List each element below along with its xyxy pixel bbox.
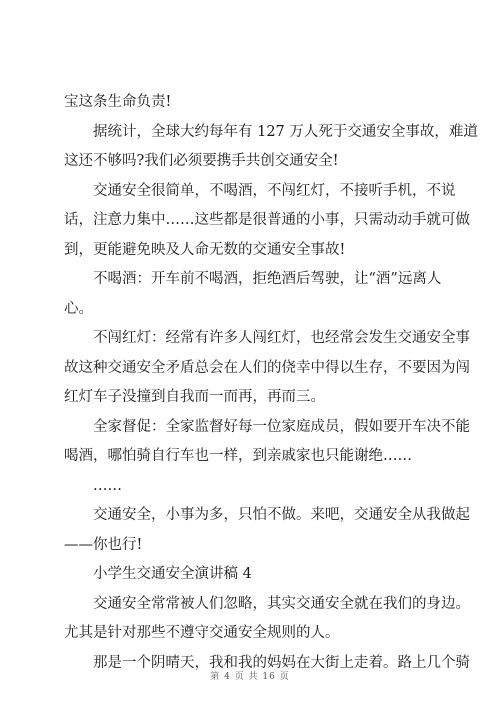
text-line: ——你也行! xyxy=(64,536,143,553)
text-line: 交通安全很简单，不喝酒，不闯红灯，不接听手机，不说 xyxy=(93,182,456,199)
text-line: 据统计，全球大约每年有 127 万人死于交通安全事故，难道 xyxy=(93,123,478,140)
text-line: 红灯车子没撞到自我而一而再，再而三。 xyxy=(64,389,325,405)
text-line: 交通安全，小事为多，只怕不做。来吧，交通安全从我做起 xyxy=(93,507,470,523)
text-line: 宝这条生命负责! xyxy=(64,94,172,110)
text-line: 到，更能避免映及人命无数的交通安全事故! xyxy=(64,241,346,258)
text-line: 小学生交通安全演讲稿 4 xyxy=(93,566,252,582)
text-line: 故这种交通安全矛盾总会在人们的侥幸中得以生存，不要因为闯 xyxy=(64,359,470,376)
text-line: …… xyxy=(93,477,122,494)
text-line: 这还不够吗?我们必须要携手共创交通安全! xyxy=(64,153,339,169)
page-footer: 第 4 页 共 16 页 xyxy=(210,672,290,682)
document-body xyxy=(64,88,478,678)
text-line: 那是一个阴晴天，我和我的妈妈在大街上走着。路上几个骑 xyxy=(93,654,470,671)
text-line: 尤其是针对那些不遵守交通安全规则的人。 xyxy=(64,625,340,641)
text-line: 交通安全常常被人们忽略，其实交通安全就在我们的身边。 xyxy=(93,595,470,612)
text-line: 不闯红灯：经常有许多人闯红灯，也经常会发生交通安全事 xyxy=(93,330,470,346)
text-line: 全家督促：全家监督好每一位家庭成员，假如要开车决不能 xyxy=(93,418,470,435)
text-line: 喝酒，哪怕骑自行车也一样，到亲戚家也只能谢绝…… xyxy=(64,448,412,464)
text-line: 话，注意力集中……这些都是很普通的小事，只需动动手就可做 xyxy=(64,212,470,228)
text-line: 不喝酒：开车前不喝酒，拒绝酒后驾驶，让“酒”远离人 xyxy=(93,271,442,287)
text-line: 心。 xyxy=(64,300,93,317)
